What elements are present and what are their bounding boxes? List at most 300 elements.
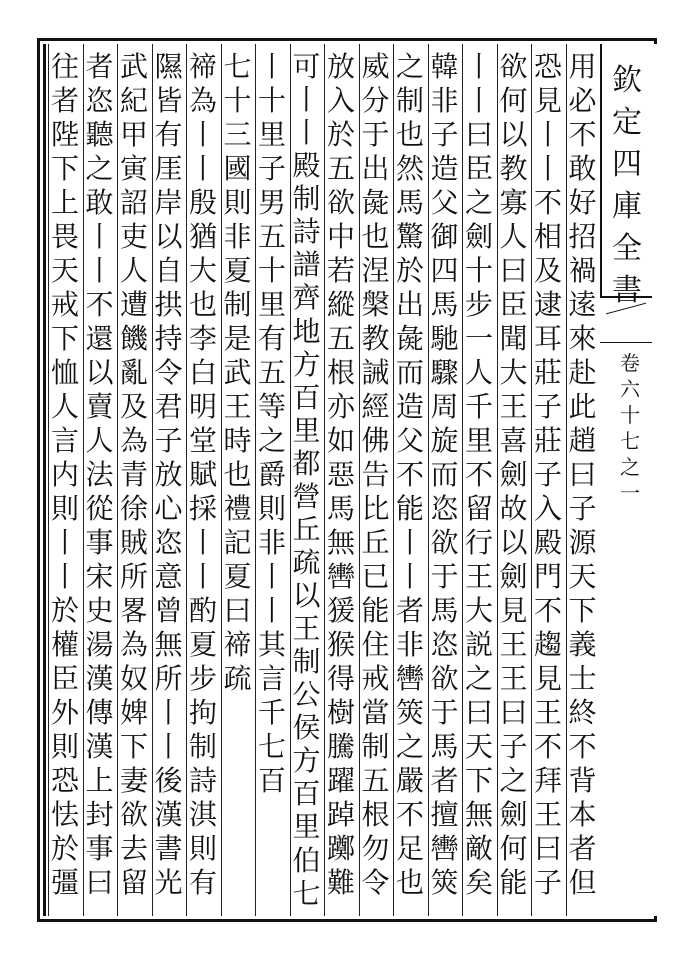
glyph: 等 xyxy=(257,390,286,423)
glyph: 莊 xyxy=(533,356,562,389)
glyph: 教 xyxy=(361,322,390,355)
glyph: 去 xyxy=(119,832,148,865)
glyph: 子 xyxy=(568,492,597,525)
glyph: 岸 xyxy=(154,186,183,219)
glyph: 十 xyxy=(257,84,286,117)
glyph: 為 xyxy=(119,424,148,457)
glyph: 義 xyxy=(568,628,597,661)
glyph: 則 xyxy=(50,730,79,763)
glyph: 樹 xyxy=(326,696,355,729)
glyph: 里 xyxy=(257,118,286,151)
glyph: 門 xyxy=(533,560,562,593)
glyph: 王 xyxy=(292,612,321,646)
glyph: 十 xyxy=(257,254,286,287)
glyph: 則 xyxy=(50,492,79,525)
glyph: 定 xyxy=(612,105,642,140)
page-margin xyxy=(652,44,690,916)
glyph: 禘 xyxy=(188,50,217,83)
glyph: 之 xyxy=(620,455,640,479)
glyph: 惡 xyxy=(326,458,355,491)
glyph: 國 xyxy=(223,152,252,185)
glyph: 無 xyxy=(326,526,355,559)
glyph: 能 xyxy=(499,866,528,899)
glyph: 嚴 xyxy=(395,764,424,797)
glyph: 但 xyxy=(568,866,597,899)
glyph: 所 xyxy=(154,662,183,695)
glyph: 恐 xyxy=(533,50,562,83)
glyph: 轡 xyxy=(430,832,459,865)
glyph: 王 xyxy=(464,560,493,593)
glyph: 厓 xyxy=(154,152,183,185)
glyph: 之 xyxy=(464,662,493,695)
glyph: 經 xyxy=(361,390,390,423)
glyph: 劍 xyxy=(499,798,528,831)
glyph: 子 xyxy=(533,390,562,423)
glyph: 都 xyxy=(292,446,321,480)
glyph: 法 xyxy=(85,458,114,491)
glyph: 男 xyxy=(257,186,286,219)
glyph: 丨 xyxy=(464,84,493,117)
glyph: 地 xyxy=(292,314,321,348)
glyph: 彘 xyxy=(361,186,390,219)
glyph: 本 xyxy=(568,798,597,831)
glyph: 欲 xyxy=(430,526,459,559)
glyph: 劍 xyxy=(499,458,528,491)
glyph: 也 xyxy=(361,220,390,253)
glyph: 十 xyxy=(223,84,252,117)
glyph: 百 xyxy=(292,380,321,414)
glyph: 丨 xyxy=(85,254,114,287)
glyph: 縱 xyxy=(326,288,355,321)
glyph: 造 xyxy=(430,152,459,185)
glyph: 漢 xyxy=(85,730,114,763)
glyph: 下 xyxy=(50,322,79,355)
glyph: 源 xyxy=(568,526,597,559)
glyph: 禮 xyxy=(223,492,252,525)
glyph: 造 xyxy=(395,390,424,423)
glyph: 馬 xyxy=(395,186,424,219)
glyph: 入 xyxy=(533,492,562,525)
glyph: 心 xyxy=(154,492,183,525)
glyph: 招 xyxy=(568,220,597,253)
glyph: 無 xyxy=(464,798,493,831)
glyph: 欲 xyxy=(326,186,355,219)
glyph: 令 xyxy=(154,356,183,389)
glyph: 出 xyxy=(361,152,390,185)
glyph: 恣 xyxy=(430,628,459,661)
glyph: 誡 xyxy=(361,356,390,389)
glyph: 然 xyxy=(395,152,424,185)
glyph: 三 xyxy=(223,118,252,151)
glyph: 堂 xyxy=(188,424,217,457)
glyph: 記 xyxy=(223,526,252,559)
glyph: 之 xyxy=(464,186,493,219)
glyph: 還 xyxy=(85,322,114,355)
glyph: 王 xyxy=(533,798,562,831)
glyph: 徐 xyxy=(119,492,148,525)
glyph: 書 xyxy=(612,273,642,308)
glyph: 君 xyxy=(154,390,183,423)
glyph: 而 xyxy=(430,458,459,491)
glyph: 則 xyxy=(223,186,252,219)
glyph: 亦 xyxy=(326,390,355,423)
glyph: 王 xyxy=(223,390,252,423)
glyph: 明 xyxy=(188,390,217,423)
glyph: 里 xyxy=(464,424,493,457)
glyph: 事 xyxy=(85,832,114,865)
glyph: 子 xyxy=(430,118,459,151)
glyph: 曰 xyxy=(499,254,528,287)
glyph: 則 xyxy=(188,832,217,865)
glyph: 七 xyxy=(223,50,252,83)
glyph: 槃 xyxy=(361,288,390,321)
glyph: 以 xyxy=(154,220,183,253)
glyph: 畧 xyxy=(119,594,148,627)
glyph: 者 xyxy=(50,84,79,117)
glyph: 丨 xyxy=(50,526,79,559)
glyph: 丨 xyxy=(464,50,493,83)
glyph: 五 xyxy=(326,152,355,185)
glyph: 威 xyxy=(361,50,390,83)
glyph: 拘 xyxy=(188,696,217,729)
glyph: 畏 xyxy=(50,220,79,253)
glyph: 必 xyxy=(568,84,597,117)
glyph: 曰 xyxy=(464,118,493,151)
glyph: 出 xyxy=(395,288,424,321)
glyph: 可 xyxy=(292,50,321,83)
glyph: 制 xyxy=(292,645,321,679)
glyph: 筴 xyxy=(395,696,424,729)
glyph: 也 xyxy=(395,866,424,899)
glyph: 王 xyxy=(499,390,528,423)
glyph: 後 xyxy=(154,764,183,797)
glyph: 紀 xyxy=(119,84,148,117)
glyph: 制 xyxy=(395,84,424,117)
glyph: 人 xyxy=(50,390,79,423)
glyph: 甲 xyxy=(119,118,148,151)
glyph: 禘 xyxy=(223,628,252,661)
glyph: 婢 xyxy=(119,696,148,729)
glyph: 丨 xyxy=(533,118,562,151)
glyph: 丨 xyxy=(257,50,286,83)
glyph: 酌 xyxy=(188,594,217,627)
glyph: 赴 xyxy=(568,356,597,389)
glyph: 有 xyxy=(257,322,286,355)
glyph: 千 xyxy=(464,390,493,423)
glyph: 彘 xyxy=(395,322,424,355)
glyph: 欲 xyxy=(499,50,528,83)
glyph: 之 xyxy=(257,424,286,457)
glyph: 宋 xyxy=(85,560,114,593)
glyph: 殿 xyxy=(533,526,562,559)
glyph: 光 xyxy=(154,866,183,899)
glyph: 言 xyxy=(50,424,79,457)
glyph: 曰 xyxy=(568,458,597,491)
glyph: 十 xyxy=(620,403,640,427)
glyph: 爵 xyxy=(257,458,286,491)
glyph: 武 xyxy=(119,50,148,83)
glyph: 若 xyxy=(326,254,355,287)
glyph: 曰 xyxy=(533,832,562,865)
glyph: 天 xyxy=(50,254,79,287)
glyph: 子 xyxy=(533,458,562,491)
glyph: 時 xyxy=(223,424,252,457)
glyph: 則 xyxy=(257,492,286,525)
glyph: 令 xyxy=(361,866,390,899)
glyph: 五 xyxy=(257,220,286,253)
glyph: 丨 xyxy=(154,696,183,729)
glyph: 不 xyxy=(464,458,493,491)
glyph: 丨 xyxy=(85,220,114,253)
glyph: 拱 xyxy=(154,288,183,321)
glyph: 人 xyxy=(464,356,493,389)
glyph: 彊 xyxy=(50,866,79,899)
glyph: 旋 xyxy=(430,424,459,457)
glyph: 侯 xyxy=(292,711,321,745)
glyph: 拜 xyxy=(533,764,562,797)
glyph: 終 xyxy=(568,696,597,729)
glyph: 擅 xyxy=(430,798,459,831)
glyph: 五 xyxy=(326,322,355,355)
glyph: 吏 xyxy=(119,220,148,253)
glyph: 勿 xyxy=(361,832,390,865)
glyph: 以 xyxy=(292,579,321,612)
glyph: 營 xyxy=(292,479,321,513)
glyph: 天 xyxy=(568,560,597,593)
glyph: 亂 xyxy=(119,356,148,389)
glyph: 下 xyxy=(568,594,597,627)
glyph: 從 xyxy=(85,492,114,525)
glyph: 所 xyxy=(119,560,148,593)
glyph: 里 xyxy=(257,288,286,321)
glyph: 入 xyxy=(326,84,355,117)
glyph: 丨 xyxy=(188,152,217,185)
glyph: 騰 xyxy=(326,730,355,763)
glyph: 猴 xyxy=(326,628,355,661)
glyph: 皆 xyxy=(154,84,183,117)
glyph: 方 xyxy=(292,347,321,381)
glyph: 齊 xyxy=(292,281,321,315)
glyph: 淇 xyxy=(188,798,217,831)
glyph: 里 xyxy=(292,810,321,844)
glyph: 丨 xyxy=(292,83,321,117)
glyph: 而 xyxy=(395,356,424,389)
glyph: 漢 xyxy=(154,798,183,831)
glyph: 一 xyxy=(620,481,640,505)
glyph: 馬 xyxy=(326,492,355,525)
glyph: 也 xyxy=(395,118,424,151)
glyph: 丨 xyxy=(188,118,217,151)
glyph: 何 xyxy=(499,832,528,865)
glyph: 大 xyxy=(188,254,217,287)
glyph: 傳 xyxy=(85,696,114,729)
glyph: 驟 xyxy=(430,356,459,389)
glyph: 佛 xyxy=(361,424,390,457)
glyph: 採 xyxy=(188,492,217,525)
glyph: 制 xyxy=(188,730,217,763)
glyph: 不 xyxy=(395,798,424,831)
glyph: 里 xyxy=(292,413,321,447)
glyph: 千 xyxy=(257,696,286,729)
glyph: 制 xyxy=(361,730,390,763)
glyph: 也 xyxy=(188,288,217,321)
glyph: 趨 xyxy=(533,628,562,661)
glyph: 百 xyxy=(257,764,286,797)
glyph: 已 xyxy=(361,560,390,593)
glyph: 恣 xyxy=(154,526,183,559)
glyph: 七 xyxy=(292,876,321,910)
glyph: 教 xyxy=(499,152,528,185)
glyph: 於 xyxy=(50,832,79,865)
glyph: 何 xyxy=(499,84,528,117)
glyph: 御 xyxy=(430,220,459,253)
glyph: 事 xyxy=(85,526,114,559)
glyph: 留 xyxy=(464,492,493,525)
glyph: 戒 xyxy=(361,662,390,695)
glyph: 敢 xyxy=(568,152,597,185)
glyph: 寡 xyxy=(499,186,528,219)
glyph: 父 xyxy=(430,186,459,219)
glyph: 夏 xyxy=(223,254,252,287)
glyph: 者 xyxy=(568,832,597,865)
glyph: 逮 xyxy=(533,288,562,321)
glyph: 不 xyxy=(568,730,597,763)
glyph: 躑 xyxy=(326,832,355,865)
glyph: 曰 xyxy=(464,696,493,729)
glyph: 史 xyxy=(85,594,114,627)
glyph: 往 xyxy=(50,50,79,83)
glyph: 子 xyxy=(533,866,562,899)
glyph: 之 xyxy=(395,50,424,83)
glyph: 馬 xyxy=(430,594,459,627)
glyph: 四 xyxy=(430,254,459,287)
glyph: 漢 xyxy=(85,662,114,695)
glyph: 白 xyxy=(188,356,217,389)
glyph: 於 xyxy=(50,594,79,627)
glyph: 丨 xyxy=(154,730,183,763)
glyph: 躍 xyxy=(326,764,355,797)
glyph: 下 xyxy=(464,764,493,797)
glyph: 人 xyxy=(85,424,114,457)
glyph: 人 xyxy=(499,220,528,253)
glyph: 踔 xyxy=(326,798,355,831)
glyph: 大 xyxy=(464,594,493,627)
glyph: 曾 xyxy=(154,594,183,627)
glyph: 制 xyxy=(292,182,321,216)
glyph: 放 xyxy=(326,50,355,83)
glyph: 留 xyxy=(119,866,148,899)
glyph: 欲 xyxy=(119,798,148,831)
glyph: 夏 xyxy=(188,628,217,661)
glyph: 中 xyxy=(326,220,355,253)
glyph: 其 xyxy=(257,628,286,661)
glyph: 馬 xyxy=(430,730,459,763)
glyph: 猨 xyxy=(326,594,355,627)
glyph: 用 xyxy=(568,50,597,83)
glyph: 下 xyxy=(119,730,148,763)
glyph: 丨 xyxy=(188,560,217,593)
glyph: 下 xyxy=(50,152,79,185)
glyph: 士 xyxy=(568,662,597,695)
glyph: 分 xyxy=(361,84,390,117)
glyph: 卷 xyxy=(620,351,640,375)
glyph: 言 xyxy=(257,662,286,695)
glyph: 行 xyxy=(464,526,493,559)
glyph: 丨 xyxy=(257,560,286,593)
glyph: 遭 xyxy=(119,288,148,321)
glyph: 丘 xyxy=(292,512,321,546)
glyph: 子 xyxy=(257,152,286,185)
glyph: 及 xyxy=(533,254,562,287)
glyph: 能 xyxy=(361,594,390,627)
glyph: 欽 xyxy=(612,63,642,98)
glyph: 丨 xyxy=(395,526,424,559)
glyph: 及 xyxy=(119,390,148,423)
glyph: 意 xyxy=(154,560,183,593)
glyph: 外 xyxy=(50,696,79,729)
glyph: 伯 xyxy=(292,843,321,877)
glyph: 有 xyxy=(154,118,183,151)
volume-label xyxy=(612,350,648,506)
glyph: 自 xyxy=(154,254,183,287)
glyph: 不 xyxy=(533,730,562,763)
glyph: 根 xyxy=(326,356,355,389)
glyph: 轡 xyxy=(395,662,424,695)
glyph: 夏 xyxy=(223,560,252,593)
glyph: 於 xyxy=(395,254,424,287)
glyph: 非 xyxy=(430,84,459,117)
glyph: 五 xyxy=(257,356,286,389)
glyph: 方 xyxy=(292,744,321,778)
glyph: 之 xyxy=(395,730,424,763)
glyph: 賣 xyxy=(85,390,114,423)
glyph: 饑 xyxy=(119,322,148,355)
glyph: 此 xyxy=(568,390,597,423)
glyph: 寅 xyxy=(119,152,148,185)
glyph: 猶 xyxy=(188,220,217,253)
glyph: 耳 xyxy=(533,322,562,355)
glyph: 放 xyxy=(154,458,183,491)
glyph: 陛 xyxy=(50,118,79,151)
glyph: 如 xyxy=(326,424,355,457)
text-column xyxy=(43,50,87,910)
glyph: 能 xyxy=(395,492,424,525)
glyph: 六 xyxy=(620,377,640,401)
glyph: 書 xyxy=(154,832,183,865)
glyph: 子 xyxy=(499,730,528,763)
glyph: 轡 xyxy=(326,560,355,593)
glyph: 不 xyxy=(568,118,597,151)
glyph: 以 xyxy=(499,526,528,559)
glyph: 丨 xyxy=(395,560,424,593)
glyph: 不 xyxy=(533,594,562,627)
glyph: 禍 xyxy=(568,254,597,287)
glyph: 恐 xyxy=(50,764,79,797)
glyph: 上 xyxy=(50,186,79,219)
glyph: 封 xyxy=(85,798,114,831)
glyph: 人 xyxy=(119,254,148,287)
glyph: 恤 xyxy=(50,356,79,389)
glyph: 臣 xyxy=(499,288,528,321)
glyph: 故 xyxy=(499,492,528,525)
glyph: 難 xyxy=(326,866,355,899)
glyph: 來 xyxy=(568,322,597,355)
glyph: 者 xyxy=(430,764,459,797)
glyph: 非 xyxy=(257,526,286,559)
glyph: 步 xyxy=(188,662,217,695)
glyph: 之 xyxy=(85,152,114,185)
glyph: 趙 xyxy=(568,424,597,457)
